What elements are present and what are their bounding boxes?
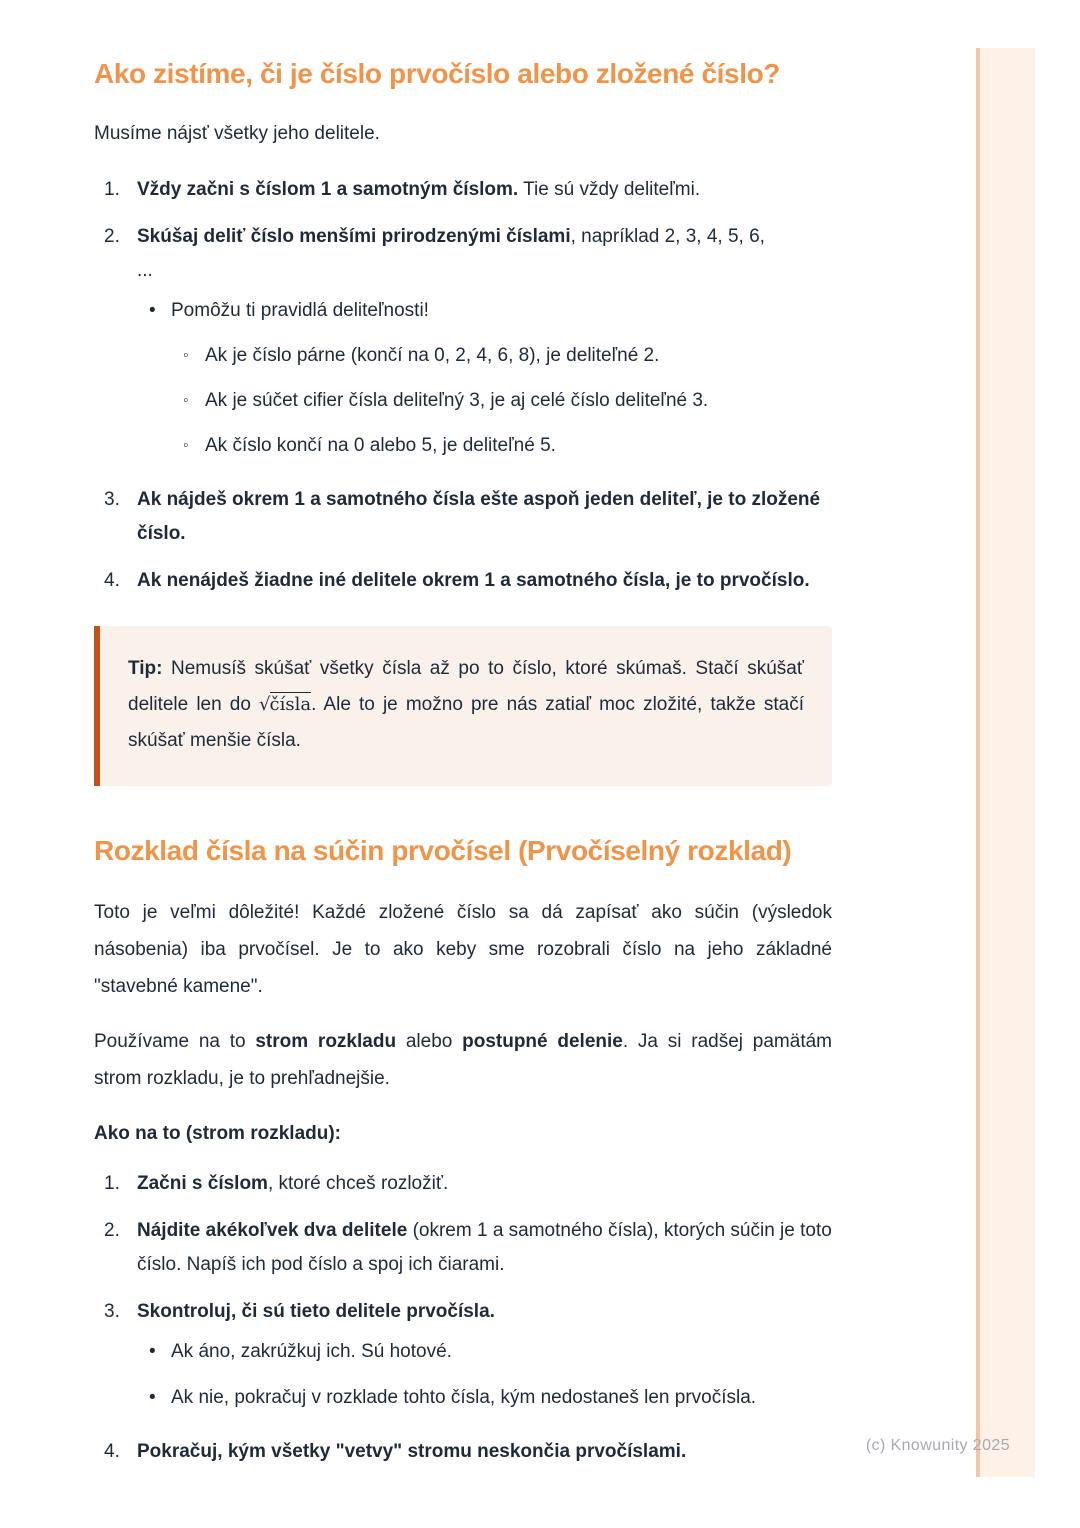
item-text bbox=[137, 220, 832, 463]
section-heading-factorization: Rozklad čísla na súčin prvočísel (Prvočíselný rozklad) bbox=[94, 835, 792, 866]
sub-bullet-text: Ak číslo končí na 0 alebo 5, je deliteľné 5. bbox=[205, 435, 556, 456]
para2-text: . Ja si radšej pamätám strom rozkladu, je to prehľadnejšie. bbox=[94, 1031, 832, 1089]
item-number: 1. bbox=[104, 1173, 120, 1194]
circle-bullet-icon: ◦ bbox=[183, 437, 189, 454]
tip-text-after-sqrt: . Ale to je možno pre nás zatiaľ moc zložité, takže stačí skúšať menšie čísla. bbox=[128, 694, 804, 751]
item-number: 2. bbox=[104, 226, 120, 247]
sub-bullet-item bbox=[137, 339, 832, 373]
item-number: 1. bbox=[104, 179, 120, 200]
list-item bbox=[104, 483, 832, 551]
item-text bbox=[137, 173, 832, 207]
list-item bbox=[104, 1295, 832, 1415]
item-number: 3. bbox=[104, 489, 120, 510]
page-content bbox=[94, 53, 832, 1469]
list-item bbox=[104, 1167, 832, 1201]
item-text bbox=[137, 1295, 832, 1415]
item-text bbox=[137, 564, 832, 598]
circle-bullet-icon: ◦ bbox=[183, 392, 189, 409]
item-text bbox=[137, 483, 832, 551]
item-bold-text: Ak nájdeš okrem 1 a samotného čísla ešte aspoň jeden deliteľ, je to zložené číslo. bbox=[137, 489, 821, 544]
circle-bullet-icon: ◦ bbox=[183, 347, 189, 364]
item-number: 3. bbox=[104, 1301, 120, 1322]
bullet-item bbox=[137, 1335, 832, 1369]
intro-paragraph: Musíme nájsť všetky jeho delitele. bbox=[94, 123, 380, 144]
para2-bold-term: strom rozkladu bbox=[255, 1031, 397, 1052]
item-line bbox=[137, 1295, 832, 1329]
sub-bullet-item bbox=[137, 429, 832, 463]
bullet-icon: • bbox=[149, 300, 156, 321]
item-regular-text: (okrem 1 a samotného čísla), ktorých súčin je toto číslo. Napíš ich pod číslo a spoj ich čiarami. bbox=[137, 1220, 832, 1275]
sqrt-expression bbox=[259, 692, 311, 715]
list-item bbox=[104, 173, 832, 207]
tip-callout-box bbox=[94, 626, 832, 786]
bullet-item bbox=[137, 1381, 832, 1415]
sub-bullet-text: Ak je číslo párne (končí na 0, 2, 4, 6, 8), je deliteľné 2. bbox=[205, 345, 660, 366]
check-results-list bbox=[137, 1335, 832, 1415]
item-number: 2. bbox=[104, 1220, 120, 1241]
bullet-icon: • bbox=[149, 1387, 156, 1408]
para2-text: alebo bbox=[396, 1031, 463, 1052]
item-bold-text: Nájdite akékoľvek dva delitele bbox=[137, 1220, 408, 1241]
tip-text-before-sqrt: Nemusíš skúšať všetky čísla až po to číslo, ktoré skúmaš. Stačí skúšať delitele len do bbox=[128, 658, 804, 715]
prime-check-steps-list bbox=[104, 173, 832, 598]
bullet-text: Ak áno, zakrúžkuj ich. Sú hotové. bbox=[171, 1341, 452, 1362]
tip-label: Tip: bbox=[128, 658, 163, 679]
section-heading-prime-check: Ako zistíme, či je číslo prvočíslo alebo zložené číslo? bbox=[94, 58, 780, 89]
bullet-item bbox=[137, 294, 832, 328]
sub-bullet-item bbox=[137, 384, 832, 418]
list-item bbox=[104, 1435, 832, 1469]
bullet-text: Pomôžu ti pravidlá deliteľnosti! bbox=[171, 300, 429, 321]
item-number: 4. bbox=[104, 1441, 120, 1462]
item-bold-text: Ak nenájdeš žiadne iné delitele okrem 1 a samotného čísla, je to prvočíslo. bbox=[137, 570, 810, 591]
bullet-text: Ak nie, pokračuj v rozklade tohto čísla, kým nedostaneš len prvočísla. bbox=[171, 1387, 757, 1408]
item-text bbox=[137, 1435, 832, 1469]
item-text bbox=[137, 1214, 832, 1282]
how-to-subheading: Ako na to (strom rozkladu): bbox=[94, 1123, 342, 1144]
para2-bold-term: postupné delenie bbox=[462, 1031, 623, 1052]
item-line bbox=[137, 220, 832, 254]
item-text bbox=[137, 1167, 832, 1201]
item-regular-text: , ktoré chceš rozložiť. bbox=[267, 1173, 449, 1194]
factorization-paragraph-2 bbox=[94, 1023, 832, 1097]
item-regular-text: Tie sú vždy deliteľmi. bbox=[518, 179, 701, 200]
factorization-steps-list bbox=[104, 1167, 832, 1469]
para2-text: Používame na to bbox=[94, 1031, 256, 1052]
radicand-word: čísla bbox=[269, 694, 312, 715]
factorization-paragraph-1: Toto je veľmi dôležité! Každé zložené číslo sa dá zapísať ako súčin (výsledok násobenia) iba prvočísel. Je to ako keby sme rozobrali číslo na jeho základné "stavebné kamene". bbox=[94, 902, 832, 997]
bullet-icon: • bbox=[149, 1341, 156, 1362]
list-item bbox=[104, 564, 832, 598]
copyright-watermark: (c) Knowunity 2025 bbox=[865, 1437, 1010, 1454]
item-regular-text: , napríklad 2, 3, 4, 5, 6, bbox=[570, 226, 765, 247]
item-ellipsis: ... bbox=[137, 260, 153, 281]
item-number: 4. bbox=[104, 570, 120, 591]
list-item bbox=[104, 220, 832, 463]
item-bold-text: Pokračuj, kým všetky "vetvy" stromu neskončia prvočíslami. bbox=[137, 1441, 687, 1462]
item-bold-text: Začni s číslom bbox=[137, 1173, 268, 1194]
item-bold-text: Skúšaj deliť číslo menšími prirodzenými číslami bbox=[137, 226, 571, 247]
sub-bullet-text: Ak je súčet cifier čísla deliteľný 3, je aj celé číslo deliteľné 3. bbox=[205, 390, 709, 411]
list-item bbox=[104, 1214, 832, 1282]
item-bold-text: Vždy začni s číslom 1 a samotným číslom. bbox=[137, 179, 519, 200]
divisibility-rules-list bbox=[137, 294, 832, 463]
item-bold-text: Skontroluj, či sú tieto delitele prvočísla. bbox=[137, 1301, 495, 1322]
radical-symbol: √ bbox=[259, 694, 270, 715]
right-accent-stripe bbox=[976, 48, 1035, 1477]
